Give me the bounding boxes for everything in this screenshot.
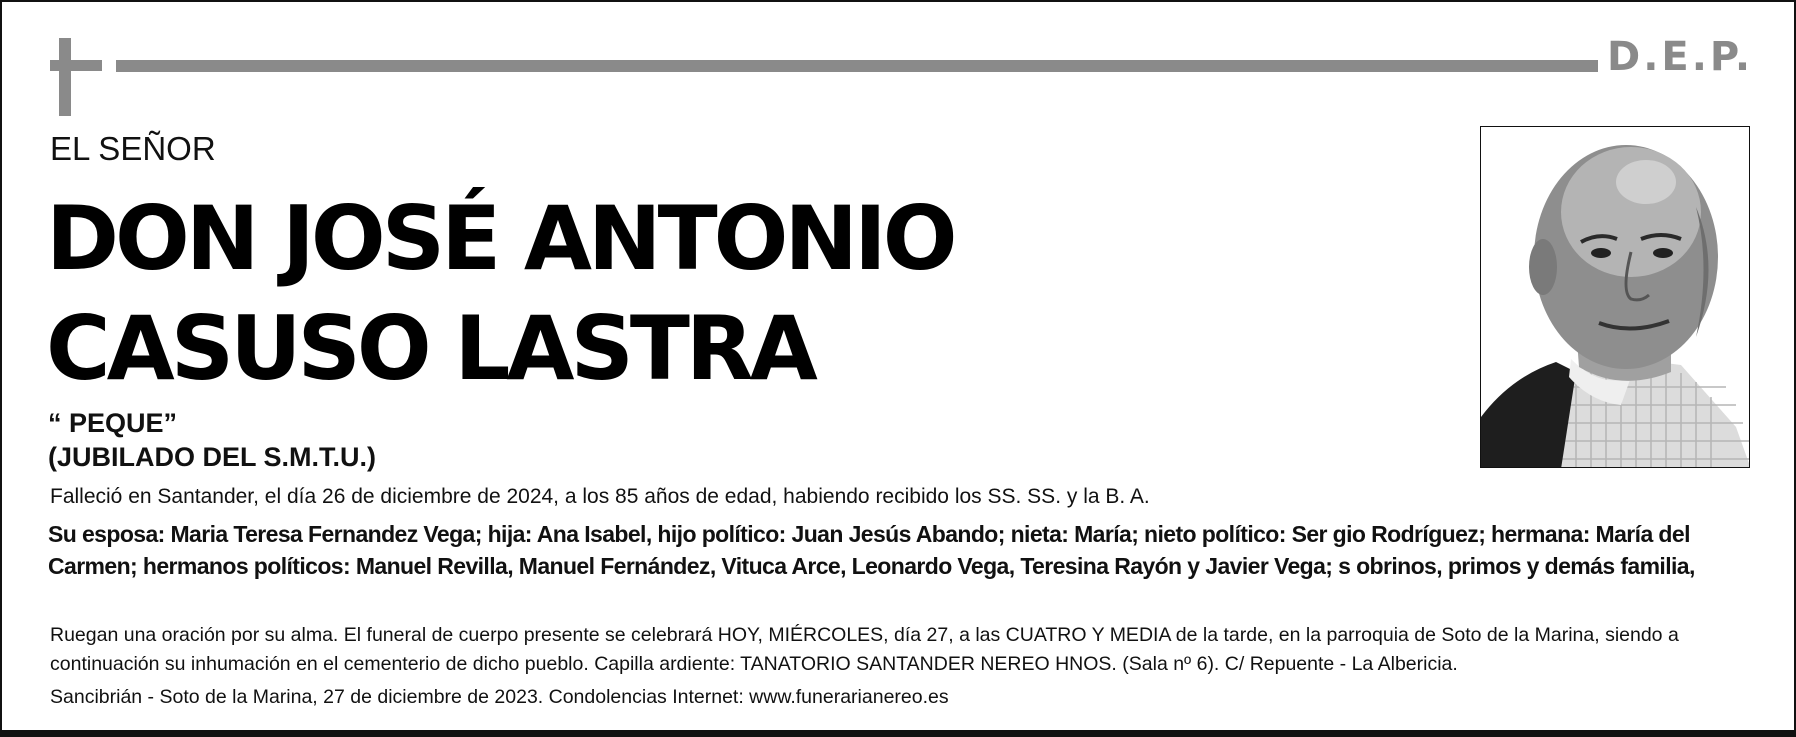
title-prefix: EL SEÑOR bbox=[50, 130, 216, 167]
portrait-illustration bbox=[1481, 127, 1750, 468]
cross-icon-bar bbox=[50, 60, 102, 71]
cross-icon bbox=[59, 38, 71, 116]
deceased-name bbox=[46, 184, 954, 404]
header-rule bbox=[116, 60, 1598, 72]
footer-info: Sancibrián - Soto de la Marina, 27 de diciembre de 2023. Condolencias Internet: www.funerarianereo.es bbox=[50, 686, 949, 708]
nickname: “ PEQUE” bbox=[48, 408, 178, 438]
portrait-photo bbox=[1480, 126, 1750, 468]
name-line-1: DON JOSÉ ANTONIO bbox=[46, 187, 954, 290]
dep-label: D.E.P. bbox=[1607, 34, 1754, 80]
family-list: Su esposa: Maria Teresa Fernandez Vega; hija: Ana Isabel, hijo político: Juan Jesús Abando; nieta: María; nieto político: Ser gio Rodríguez; hermana: María del Carmen; hermanos políticos: Manuel Revilla, Manuel Fernández, Vituca Arce, Leonardo Vega, Teresina Rayón y Javier Vega; s obrinos, primos y demás familia, bbox=[48, 521, 1695, 579]
nickname-block bbox=[48, 406, 376, 474]
occupation: (JUBILADO DEL S.M.T.U.) bbox=[48, 442, 377, 472]
name-line-2: CASUSO LASTRA bbox=[46, 297, 814, 400]
funeral-info: Ruegan una oración por su alma. El funeral de cuerpo presente se celebrará HOY, MIÉRCOLES, día 27, a las CUATRO Y MEDIA de la tarde, en la parroquia de Soto de la Marina, siendo a continuación su inhumación en el cementerio de dicho pueblo. Capilla ardiente: TANATORIO SANTANDER NEREO HNOS. (Sala nº 6). C/ Repuente - La Albericia. bbox=[50, 624, 1679, 675]
death-info: Falleció en Santander, el día 26 de diciembre de 2024, a los 85 años de edad, habiendo recibido los SS. SS. y la B. A. bbox=[50, 485, 1150, 508]
